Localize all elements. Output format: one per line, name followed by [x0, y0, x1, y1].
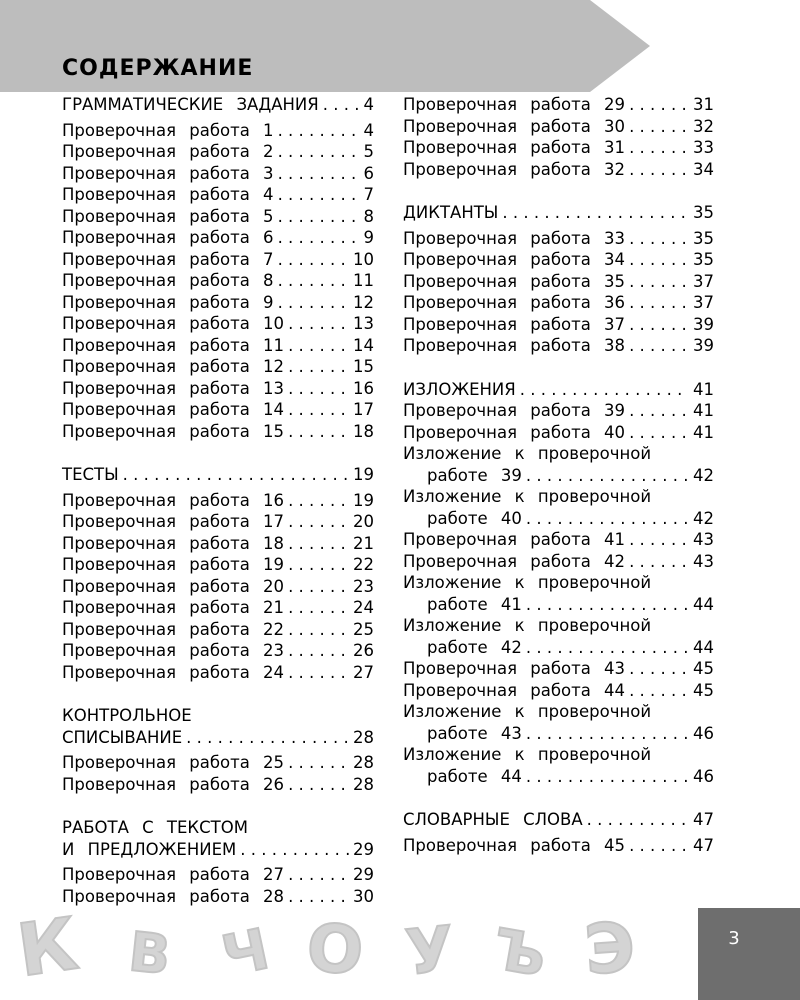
toc-section-heading	[62, 94, 374, 116]
toc-entry-page: 35	[693, 250, 714, 269]
dot-leader	[629, 292, 689, 314]
dot-leader	[288, 576, 349, 598]
toc-entry-label: Проверочная работа 26	[62, 774, 285, 794]
toc-entry	[62, 163, 374, 185]
toc-entry-label: Проверочная работа 42	[403, 551, 626, 571]
toc-entry-page: 4	[363, 120, 374, 140]
toc-entry-label: Проверочная работа 19	[62, 555, 285, 574]
toc-entry-page: 23	[353, 576, 374, 596]
toc-entry-page: 11	[353, 271, 374, 290]
toc-entry	[62, 249, 374, 271]
toc-entry-label: Проверочная работа 5	[62, 206, 274, 226]
toc-entry-label: работе 40	[427, 508, 522, 528]
toc-entry-page: 13	[353, 314, 374, 333]
dot-leader	[629, 835, 689, 857]
toc-entry	[403, 335, 714, 357]
toc-entry	[403, 680, 714, 702]
toc-entry	[62, 817, 374, 839]
toc-entry-page: 28	[353, 774, 374, 794]
toc-entry-page: 34	[693, 159, 714, 179]
toc-entry	[403, 314, 714, 336]
dot-leader	[629, 137, 689, 159]
toc-entry-label: Проверочная работа 12	[62, 357, 285, 376]
toc-entry-label: Проверочная работа 25	[62, 753, 285, 772]
toc-entry-label: И ПРЕДЛОЖЕНИЕМ	[62, 839, 237, 859]
dot-leader	[629, 271, 689, 293]
toc-entry	[403, 529, 714, 551]
toc-section-heading	[403, 202, 714, 224]
toc-entry-page: 26	[353, 641, 374, 660]
dot-leader	[288, 554, 349, 576]
toc-entry-label: Проверочная работа 17	[62, 512, 285, 531]
toc-entry-label: работе 43	[427, 723, 522, 743]
toc-entry	[62, 619, 374, 641]
toc-entry-page: 5	[363, 142, 374, 161]
toc-entry-label: Проверочная работа 21	[62, 598, 285, 617]
toc-entry-label: Изложение к проверочной	[403, 745, 652, 764]
toc-entry-page: 19	[353, 490, 374, 510]
toc-entry-page: 28	[353, 727, 374, 747]
toc-entry	[62, 206, 374, 228]
toc-entry-label: Проверочная работа 20	[62, 576, 285, 596]
dot-leader	[526, 594, 689, 616]
toc-entry-label: Изложение к проверочной	[403, 616, 652, 635]
decor-letter: У	[402, 911, 458, 990]
dot-leader	[288, 490, 349, 512]
toc-entry-page: 39	[693, 336, 714, 355]
toc-entry-label: Проверочная работа 15	[62, 421, 285, 441]
toc-section-heading	[62, 464, 374, 486]
decor-letter: К	[12, 901, 83, 993]
toc-entry-label: Проверочная работа 39	[403, 401, 626, 420]
toc-entry-label: Проверочная работа 27	[62, 865, 285, 884]
toc-section-heading	[403, 379, 714, 401]
toc-entry	[62, 270, 374, 292]
dot-leader	[526, 637, 689, 659]
dot-leader	[288, 313, 349, 335]
toc-entry	[403, 116, 714, 138]
toc-entry	[62, 356, 374, 378]
toc-entry-label: Изложение к проверочной	[403, 702, 652, 721]
toc-entry-label: Проверочная работа 38	[403, 336, 626, 355]
toc-entry-label: Изложение к проверочной	[403, 573, 652, 592]
dot-leader	[278, 270, 349, 292]
dot-leader	[288, 378, 349, 400]
toc-entry-label: Проверочная работа 7	[62, 249, 274, 269]
toc-entry-page: 10	[353, 249, 374, 269]
decor-letter: Ч	[216, 916, 275, 990]
toc-entry	[403, 443, 714, 465]
toc-entry-label: работе 44	[427, 766, 522, 786]
toc-entry-page: 12	[353, 292, 374, 312]
toc-entry-page: 9	[363, 228, 374, 247]
toc-entry	[62, 597, 374, 619]
toc-entry	[403, 572, 714, 594]
toc-entry	[62, 335, 374, 357]
toc-section-heading	[62, 839, 374, 861]
toc-entry-label: Проверочная работа 45	[403, 835, 626, 855]
toc-entry	[62, 533, 374, 555]
decor-letter: Ъ	[487, 916, 551, 991]
toc-entry	[62, 120, 374, 142]
toc-entry-label: РАБОТА С ТЕКСТОМ	[62, 818, 248, 837]
dot-leader	[278, 206, 360, 228]
dot-leader	[526, 508, 689, 530]
toc-entry-label: Проверочная работа 10	[62, 314, 285, 333]
toc-entry-page: 41	[693, 422, 714, 442]
toc-entry	[62, 184, 374, 206]
toc-entry	[403, 835, 714, 857]
dot-leader	[278, 141, 360, 163]
dot-leader	[288, 335, 349, 357]
toc-entry-page: 32	[693, 116, 714, 136]
dot-leader	[278, 184, 360, 206]
toc-entry-label: Изложение к проверочной	[403, 444, 652, 463]
toc-entry-page: 35	[693, 203, 714, 222]
toc-entry-page: 14	[353, 335, 374, 355]
dot-leader	[629, 422, 689, 444]
toc-entry-page: 18	[353, 421, 374, 441]
dot-leader	[629, 335, 689, 357]
toc-entry-page: 41	[693, 379, 714, 399]
toc-entry-label: КОНТРОЛЬНОЕ	[62, 706, 192, 725]
toc-entry	[62, 292, 374, 314]
toc-entry-page: 20	[353, 512, 374, 531]
dot-leader	[526, 465, 689, 487]
toc-entry	[403, 292, 714, 314]
toc-entry-label: работе 39	[427, 465, 522, 485]
dot-leader	[288, 597, 349, 619]
toc-entry	[62, 313, 374, 335]
toc-entry-label: Проверочная работа 29	[403, 95, 626, 114]
dot-leader	[278, 163, 360, 185]
toc-entry	[62, 378, 374, 400]
page-number-box	[698, 908, 800, 1000]
toc-entry	[62, 864, 374, 886]
dot-leader	[240, 839, 349, 861]
toc-entry-page: 31	[693, 95, 714, 114]
toc-entry-page: 42	[693, 465, 714, 485]
dot-leader	[278, 292, 349, 314]
toc-entry-label: Проверочная работа 3	[62, 163, 274, 183]
toc-entry-page: 17	[353, 400, 374, 419]
toc-entry-page: 16	[353, 378, 374, 398]
toc-entry	[403, 422, 714, 444]
toc-entry	[62, 640, 374, 662]
toc-left-column	[62, 94, 374, 907]
toc-entry-page: 22	[353, 555, 374, 574]
toc-entry-page: 41	[693, 401, 714, 420]
toc-entry-label: Проверочная работа 23	[62, 641, 285, 660]
toc-entry-label: Проверочная работа 36	[403, 293, 626, 312]
dot-leader	[288, 640, 349, 662]
toc-entry-page: 43	[693, 530, 714, 549]
toc-entry-label: Проверочная работа 11	[62, 335, 285, 355]
toc-entry-page: 15	[353, 357, 374, 376]
toc-entry-label: СПИСЫВАНИЕ	[62, 727, 183, 747]
toc-entry-page: 45	[693, 659, 714, 678]
toc-entry-label: ИЗЛОЖЕНИЯ	[403, 379, 516, 399]
toc-entry-label: Проверочная работа 35	[403, 271, 626, 291]
toc-entry-label: Проверочная работа 31	[403, 138, 626, 157]
dot-leader	[629, 551, 689, 573]
toc-entry	[62, 554, 374, 576]
toc-entry	[403, 615, 714, 637]
dot-leader	[502, 202, 689, 224]
toc-entry	[403, 744, 714, 766]
dot-leader	[123, 464, 349, 486]
dot-leader	[629, 116, 689, 138]
toc-entry-page: 6	[363, 163, 374, 183]
decor-letter: В	[125, 920, 174, 987]
toc-entry	[403, 594, 714, 616]
toc-entry-label: СЛОВАРНЫЕ СЛОВА	[403, 810, 583, 829]
decor-letter: Э	[582, 908, 638, 991]
toc-entry-page: 30	[353, 886, 374, 906]
toc-entry-page: 33	[693, 138, 714, 157]
toc-entry	[403, 637, 714, 659]
toc-entry-label: ГРАММАТИЧЕСКИЕ ЗАДАНИЯ	[62, 95, 319, 114]
toc-entry-label: Проверочная работа 6	[62, 228, 274, 247]
toc-entry-label: Проверочная работа 9	[62, 292, 274, 312]
toc-entry-label: Проверочная работа 41	[403, 530, 626, 549]
dot-leader	[526, 723, 689, 745]
toc-entry	[403, 228, 714, 250]
toc-entry	[62, 576, 374, 598]
toc-entry-page: 7	[363, 185, 374, 204]
toc-entry-label: Проверочная работа 34	[403, 250, 626, 269]
toc-entry-page: 47	[693, 810, 714, 829]
dot-leader	[288, 533, 349, 555]
toc-entry-page: 45	[693, 680, 714, 700]
dot-leader	[288, 421, 349, 443]
toc-entry	[403, 658, 714, 680]
dot-leader	[526, 766, 689, 788]
dot-leader	[278, 227, 360, 249]
toc-entry-label: Проверочная работа 37	[403, 314, 626, 334]
toc-entry-label: Проверочная работа 16	[62, 490, 285, 510]
dot-leader	[288, 399, 349, 421]
toc-entry	[62, 774, 374, 796]
dot-leader	[629, 400, 689, 422]
toc-entry	[403, 551, 714, 573]
toc-entry	[403, 701, 714, 723]
dot-leader	[629, 314, 689, 336]
toc-entry-label: Проверочная работа 40	[403, 422, 626, 442]
toc-entry-label: Проверочная работа 32	[403, 159, 626, 179]
toc-entry	[403, 137, 714, 159]
toc-entry	[403, 159, 714, 181]
toc-entry-label: Проверочная работа 1	[62, 120, 274, 140]
toc-entry-label: Проверочная работа 14	[62, 400, 285, 419]
toc-entry	[62, 399, 374, 421]
toc-entry	[403, 723, 714, 745]
toc-entry-label: Проверочная работа 28	[62, 886, 285, 906]
dot-leader	[288, 752, 349, 774]
toc-entry	[403, 400, 714, 422]
toc-entry-page: 44	[693, 637, 714, 657]
page-title: СОДЕРЖАНИЕ	[62, 56, 254, 81]
toc-entry	[62, 752, 374, 774]
toc-entry-page: 28	[353, 753, 374, 772]
decor-letter: О	[304, 909, 366, 990]
toc-entry	[403, 486, 714, 508]
dot-leader	[629, 249, 689, 271]
toc-entry	[62, 705, 374, 727]
toc-entry-page: 37	[693, 271, 714, 291]
toc-entry-label: Проверочная работа 33	[403, 228, 626, 248]
dot-leader	[629, 228, 689, 250]
page-number: 3	[728, 928, 740, 949]
toc-entry-label: Проверочная работа 2	[62, 142, 274, 161]
toc-entry	[403, 94, 714, 116]
toc-entry	[62, 227, 374, 249]
toc-section-heading	[403, 809, 714, 831]
dot-leader	[629, 658, 689, 680]
toc-entry-page: 44	[693, 594, 714, 614]
toc-section-heading	[62, 727, 374, 749]
toc-entry-page: 39	[693, 314, 714, 334]
toc-entry-page: 8	[363, 206, 374, 226]
dot-leader	[288, 356, 349, 378]
toc-entry-page: 46	[693, 766, 714, 786]
toc-entry-label: Изложение к проверочной	[403, 487, 652, 506]
dot-leader	[323, 94, 360, 116]
toc-entry-page: 29	[353, 865, 374, 884]
toc-entry	[62, 141, 374, 163]
toc-right-column	[403, 94, 714, 856]
toc-entry-label: ДИКТАНТЫ	[403, 203, 499, 222]
toc-entry-label: Проверочная работа 30	[403, 116, 626, 136]
toc-entry-label: Проверочная работа 13	[62, 378, 285, 398]
toc-entry	[403, 766, 714, 788]
toc-entry	[403, 465, 714, 487]
dot-leader	[288, 662, 349, 684]
toc-entry-page: 37	[693, 293, 714, 312]
dot-leader	[587, 809, 689, 831]
toc-entry	[403, 508, 714, 530]
dot-leader	[186, 727, 349, 749]
toc-entry-label: Проверочная работа 8	[62, 271, 274, 290]
toc-entry	[62, 421, 374, 443]
dot-leader	[278, 249, 349, 271]
toc-entry-label: Проверочная работа 4	[62, 185, 274, 204]
toc-entry-page: 47	[693, 835, 714, 855]
toc-entry-label: работе 42	[427, 637, 522, 657]
toc-entry	[62, 511, 374, 533]
toc-entry-label: ТЕСТЫ	[62, 465, 119, 484]
dot-leader	[629, 159, 689, 181]
toc-entry-page: 29	[353, 839, 374, 859]
toc-entry-page: 19	[353, 465, 374, 484]
toc-entry-label: работе 41	[427, 594, 522, 614]
toc-entry-label: Проверочная работа 44	[403, 680, 626, 700]
toc-entry-page: 25	[353, 619, 374, 639]
toc-entry-label: Проверочная работа 24	[62, 662, 285, 682]
dot-leader	[288, 511, 349, 533]
dot-leader	[288, 774, 349, 796]
toc-entry-page: 46	[693, 723, 714, 743]
decorative-letters	[0, 900, 700, 1000]
toc-entry-page: 27	[353, 662, 374, 682]
toc-entry-label: Проверочная работа 18	[62, 533, 285, 553]
toc-entry-page: 35	[693, 228, 714, 248]
dot-leader	[629, 94, 689, 116]
toc-entry-page: 42	[693, 508, 714, 528]
toc-entry	[62, 662, 374, 684]
toc-entry-label: Проверочная работа 22	[62, 619, 285, 639]
toc-entry-page: 4	[363, 95, 374, 114]
toc-entry-page: 43	[693, 551, 714, 571]
dot-leader	[629, 529, 689, 551]
dot-leader	[278, 120, 360, 142]
toc-entry	[62, 490, 374, 512]
dot-leader	[288, 864, 349, 886]
toc-entry	[403, 249, 714, 271]
toc-entry-label: Проверочная работа 43	[403, 659, 626, 678]
dot-leader	[629, 680, 689, 702]
dot-leader	[520, 379, 689, 401]
toc-entry-page: 21	[353, 533, 374, 553]
toc-entry-page: 24	[353, 598, 374, 617]
toc-entry	[403, 271, 714, 293]
dot-leader	[288, 619, 349, 641]
